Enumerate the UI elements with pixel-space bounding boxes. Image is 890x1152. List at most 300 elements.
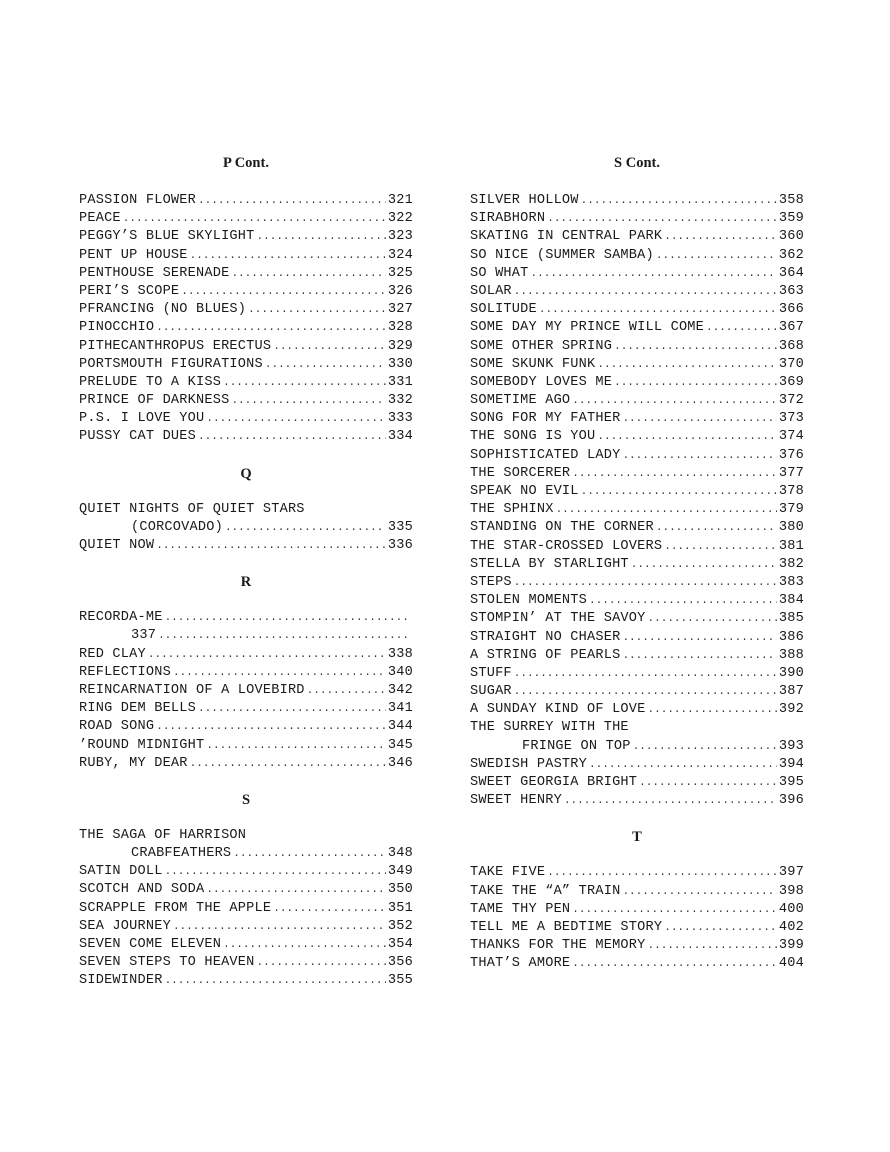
dot-leader [248,301,386,319]
section-heading-s: S [241,791,251,808]
entry-title: PINOCCHIO [79,320,155,336]
entry-title: THE SONG IS YOU [470,429,596,445]
dot-leader [572,465,777,483]
index-entry[interactable] [470,792,804,810]
entry-page-number: 348 [387,846,413,862]
index-entry[interactable] [470,301,804,319]
entry-title: PEGGY’S BLUE SKYLIGHT [79,229,255,245]
dot-leader [547,210,777,228]
entry-title: PFRANCING (NO BLUES) [79,302,247,318]
dot-leader [156,319,386,337]
index-entry[interactable] [470,247,804,265]
entry-page-number: 325 [387,265,413,281]
dot-leader [165,609,407,627]
index-entry[interactable] [470,647,804,665]
dot-leader [257,954,386,972]
entry-page-number: 328 [387,320,413,336]
entry-page-number: 359 [778,211,804,227]
dot-leader [631,556,777,574]
index-entry[interactable] [79,428,413,446]
dot-leader [225,519,386,537]
entry-title: A SUNDAY KIND OF LOVE [470,702,646,718]
entry-title: THE SAGA OF HARRISON [79,827,247,843]
entry-page-number: 354 [387,937,413,952]
entry-page-number: 373 [778,411,804,427]
dot-leader [173,664,386,682]
entry-title: ’ROUND MIDNIGHT [79,737,205,753]
dot-leader [514,683,777,701]
dot-leader [656,247,777,265]
entry-page-number: 346 [387,755,413,771]
index-entry[interactable] [470,319,804,337]
entry-page-number: 345 [387,737,413,753]
entry-title: QUIET NOW [79,538,155,553]
index-entry[interactable] [79,392,413,410]
dot-leader [581,192,777,210]
entry-page-number: 355 [387,973,413,989]
index-entry[interactable] [470,665,804,683]
index-entry[interactable] [79,972,413,990]
entry-page-number: 336 [387,538,413,553]
entry-page-number: 379 [778,502,804,518]
left-column [79,154,413,991]
dot-leader [223,374,386,392]
dot-leader [198,192,386,210]
entry-page-number: 331 [387,374,413,390]
entry-page-number: 330 [387,356,413,372]
dot-leader [233,845,386,863]
entry-title: PRELUDE TO A KISS [79,374,222,390]
entry-page-number: 394 [778,756,804,772]
entry-page-number: 374 [778,429,804,445]
entry-title: SEVEN STEPS TO HEAVEN [79,955,255,971]
entry-page-number: 376 [778,447,804,463]
entry-title: REINCARNATION OF A LOVEBIRD [79,682,305,698]
dot-leader [564,792,777,810]
section-s-entries [79,827,413,991]
entry-page-number: 327 [387,302,413,318]
entry-title: STELLA BY STARLIGHT [470,556,629,572]
entry-page-number: 404 [778,956,804,972]
dot-leader [547,864,777,882]
index-entry[interactable] [470,919,804,937]
dot-leader [265,356,386,374]
index-entry[interactable] [470,937,804,955]
index-entry[interactable] [79,827,413,845]
entry-title: P.S. I LOVE YOU [79,411,205,427]
entry-page-number: 350 [387,882,413,898]
dot-leader [514,283,777,301]
entry-title: TAKE FIVE [470,865,546,881]
entry-title: THE SURREY WITH THE [470,720,629,736]
index-entry[interactable] [470,283,804,301]
entry-page-number: 393 [778,738,804,754]
index-entry[interactable] [470,338,804,356]
index-entry[interactable] [470,556,804,574]
entry-title-continuation: (CORCOVADO) [131,519,223,535]
entry-page-number: 340 [387,664,413,680]
dot-leader [156,718,386,736]
section-heading-s-cont: S Cont. [614,155,660,171]
entry-page-number: 369 [778,374,804,390]
index-entry[interactable] [79,863,413,881]
entry-page-number: 367 [778,320,804,336]
dot-leader [622,629,776,647]
dot-leader [273,338,386,356]
entry-page-number: 322 [387,211,413,227]
entry-title: SUGAR [470,684,512,700]
entry-page-number: 335 [387,519,413,535]
entry-page-number: 341 [387,701,413,717]
dot-leader [589,756,777,774]
index-entry[interactable] [470,265,804,283]
entry-title-continuation: FRINGE ON TOP [522,738,631,754]
entry-page-number: 399 [778,938,804,954]
dot-leader [173,918,386,936]
index-entry[interactable] [79,718,413,736]
dot-leader [572,955,777,973]
dot-leader [231,392,385,410]
entry-title: SIDEWINDER [79,973,163,989]
entry-page-number: 356 [387,955,413,971]
entry-title: PITHECANTHROPUS ERECTUS [79,338,272,354]
entry-title: RED CLAY [79,646,146,662]
entry-page-number: 349 [387,864,413,880]
entry-page-number: 402 [778,919,804,935]
entry-title: STRAIGHT NO CHASER [470,629,621,645]
entry-page-number: 388 [778,647,804,663]
index-entry[interactable] [470,410,804,428]
index-entry[interactable] [470,356,804,374]
entry-title: SOME SKUNK FUNK [470,356,596,372]
entry-page-number: 351 [387,900,413,916]
entry-page-number: 397 [778,865,804,881]
entry-title: SO NICE (SUMMER SAMBA) [470,247,654,263]
index-entry[interactable] [470,610,804,628]
entry-title: STANDING ON THE CORNER [470,520,654,536]
entry-title: SOLAR [470,283,512,299]
index-entry[interactable] [470,629,804,647]
index-entry-continuation[interactable] [79,519,413,537]
dot-leader [190,755,386,773]
entry-title: TAKE THE “A” TRAIN [470,883,621,899]
entry-page-number: 329 [387,338,413,354]
entry-page-number: 392 [778,702,804,718]
index-entry[interactable] [470,447,804,465]
entry-page-number: 363 [778,283,804,299]
entry-title: PORTSMOUTH FIGURATIONS [79,356,263,372]
index-entry[interactable] [79,682,413,700]
index-entry[interactable] [470,501,804,519]
entry-title: PASSION FLOWER [79,193,197,208]
index-entry[interactable] [470,683,804,701]
dot-leader [165,863,386,881]
dot-leader [190,247,386,265]
dot-leader [531,265,777,283]
dot-leader [639,774,777,792]
entry-page-number: 386 [778,629,804,645]
dot-leader [148,646,386,664]
entry-page-number: 326 [387,283,413,299]
entry-title: THE STAR-CROSSED LOVERS [470,538,663,554]
entry-title: SCOTCH AND SODA [79,882,205,898]
dot-leader [656,519,777,537]
entry-page-number: 333 [387,411,413,427]
dot-leader [231,265,385,283]
entry-title: STOLEN MOMENTS [470,593,588,609]
index-entry[interactable] [470,574,804,592]
dot-leader [648,701,777,719]
entry-title: SKATING IN CENTRAL PARK [470,229,663,245]
entry-page-number: 395 [778,775,804,790]
dot-leader [206,410,386,428]
dot-leader [198,428,386,446]
index-entry[interactable] [79,228,413,246]
entry-page-number: 378 [778,484,804,499]
entry-page-number: 398 [778,883,804,899]
dot-leader [664,228,777,246]
entry-page-number: 362 [778,247,804,263]
dot-leader [181,283,386,301]
index-entry[interactable] [470,864,804,882]
entry-page-number: 342 [387,682,413,698]
dot-leader [614,374,777,392]
index-entry[interactable] [79,265,413,283]
entry-title: PRINCE OF DARKNESS [79,393,230,409]
entry-title-continuation: CRABFEATHERS [131,846,232,862]
section-r-entries [79,609,413,773]
index-entry[interactable] [79,700,413,718]
index-entry[interactable] [79,664,413,682]
entry-page-number: 390 [778,665,804,681]
entry-page-number: 387 [778,684,804,700]
dot-leader [514,574,777,592]
index-entry[interactable] [79,374,413,392]
entry-title: SATIN DOLL [79,864,163,880]
index-entry-continuation[interactable] [79,627,413,645]
dot-leader [257,228,386,246]
dot-leader [273,900,386,918]
entry-title: SONG FOR MY FATHER [470,411,621,427]
index-entry[interactable] [79,501,413,519]
entry-title: THANKS FOR THE MEMORY [470,938,646,954]
entry-title: PUSSY CAT DUES [79,429,197,445]
entry-title: SEVEN COME ELEVEN [79,937,222,952]
entry-title: THE SPHINX [470,502,554,518]
entry-title: THAT’S AMORE [470,956,571,972]
dot-leader [614,338,777,356]
index-entry[interactable] [79,319,413,337]
index-entry[interactable] [79,900,413,918]
right-column [470,154,804,974]
entry-title: SOMEBODY LOVES ME [470,374,613,390]
dot-leader [581,483,777,501]
entry-title: TAME THY PEN [470,901,571,917]
entry-title: TELL ME A BEDTIME STORY [470,919,663,935]
section-heading-r: R [240,574,252,591]
entry-title: SWEET HENRY [470,793,562,809]
section-p-entries [79,192,413,447]
entry-page-number: 396 [778,793,804,809]
index-entry[interactable] [79,881,413,899]
entry-page-number: 358 [778,193,804,208]
index-entry[interactable] [470,756,804,774]
index-entry[interactable] [79,609,413,627]
index-entry[interactable] [79,936,413,954]
index-entry[interactable] [79,954,413,972]
index-entry[interactable] [79,283,413,301]
dot-leader [198,700,386,718]
dot-leader [206,737,386,755]
entry-title: SOPHISTICATED LADY [470,447,621,463]
entry-title: SILVER HOLLOW [470,193,579,208]
index-entry[interactable] [470,719,804,737]
entry-page-number: 368 [778,338,804,354]
entry-page-number: 366 [778,302,804,318]
dot-leader [622,410,776,428]
section-heading-q: Q [240,465,252,482]
index-entry[interactable] [470,701,804,719]
entry-page-number: 370 [778,356,804,372]
entry-page-number: 385 [778,611,804,627]
entry-title: SOME OTHER SPRING [470,338,613,354]
dot-leader [633,738,777,756]
index-entry[interactable] [470,228,804,246]
dot-leader [223,936,386,954]
index-entry[interactable] [470,519,804,537]
entry-title: ROAD SONG [79,719,155,735]
entry-title: SO WHAT [470,265,529,281]
section-t-entries [470,864,804,973]
entry-page-number: 332 [387,393,413,409]
entry-title: SWEET GEORGIA BRIGHT [470,775,638,790]
entry-page-number: 384 [778,593,804,609]
entry-title: RECORDA-ME [79,610,163,626]
index-entry[interactable] [470,192,804,210]
entry-page-number: 344 [387,719,413,735]
entry-title: SCRAPPLE FROM THE APPLE [79,900,272,916]
entry-page-number: 377 [778,465,804,481]
index-entry[interactable] [79,338,413,356]
dot-leader [539,301,777,319]
index-entry[interactable] [470,955,804,973]
dot-leader [307,682,386,700]
dot-leader [648,610,777,628]
dot-leader [706,319,777,337]
entry-page-number: 380 [778,520,804,536]
entry-page-number: 338 [387,646,413,662]
entry-page-number: 334 [387,429,413,445]
entry-page-number: 323 [387,229,413,245]
dot-leader [158,627,407,645]
entry-title: RING DEM BELLS [79,701,197,717]
index-entry[interactable] [470,210,804,228]
index-entry[interactable] [79,210,413,228]
dot-leader [648,937,777,955]
index-entry[interactable] [79,301,413,319]
entry-page-number: 337 [131,628,157,644]
entry-page-number: 364 [778,265,804,281]
entry-page-number: 383 [778,574,804,590]
entry-title: PENT UP HOUSE [79,247,188,263]
entry-page-number: 324 [387,247,413,263]
entry-page-number: 352 [387,918,413,934]
entry-title: SEA JOURNEY [79,918,171,934]
dot-leader [589,592,777,610]
entry-title: SIRABHORN [470,211,546,227]
dot-leader [165,972,386,990]
section-heading-p-cont: P Cont. [223,155,269,171]
entry-title: PENTHOUSE SERENADE [79,265,230,281]
index-entry-continuation[interactable] [470,738,804,756]
dot-leader [622,647,776,665]
entry-title: SOMETIME AGO [470,393,571,409]
index-entry[interactable] [470,483,804,501]
entry-page-number: 372 [778,393,804,409]
dot-leader [597,428,777,446]
dot-leader [556,501,777,519]
entry-page-number: 360 [778,229,804,245]
entry-title: STUFF [470,665,512,681]
index-entry[interactable] [79,192,413,210]
index-entry[interactable] [470,465,804,483]
entry-page-number: 382 [778,556,804,572]
entry-title: SPEAK NO EVIL [470,484,579,499]
index-entry[interactable] [470,883,804,901]
index-entry[interactable] [470,901,804,919]
section-q-entries [79,501,413,556]
entry-title: STEPS [470,574,512,590]
dot-leader [664,538,777,556]
index-entry[interactable] [470,538,804,556]
index-entry[interactable] [79,247,413,265]
entry-title: RUBY, MY DEAR [79,755,188,771]
dot-leader [622,447,776,465]
index-entry[interactable] [470,374,804,392]
index-entry-continuation[interactable] [79,845,413,863]
entry-title: SOME DAY MY PRINCE WILL COME [470,320,705,336]
section-s-cont-entries [470,192,804,810]
index-entry[interactable] [79,410,413,428]
index-entry[interactable] [79,918,413,936]
dot-leader [597,356,777,374]
index-entry[interactable] [470,592,804,610]
dot-leader [572,392,777,410]
index-entry[interactable] [470,428,804,446]
dot-leader [622,883,776,901]
entry-title: SOLITUDE [470,302,537,318]
index-entry[interactable] [470,392,804,410]
index-entry[interactable] [79,755,413,773]
dot-leader [572,901,777,919]
entry-title: PEACE [79,211,121,227]
entry-title: QUIET NIGHTS OF QUIET STARS [79,501,305,517]
index-entry[interactable] [79,537,413,555]
index-entry[interactable] [79,737,413,755]
entry-page-number: 400 [778,901,804,917]
dot-leader [514,665,777,683]
entry-title: A STRING OF PEARLS [470,647,621,663]
dot-leader [156,537,386,555]
index-entry[interactable] [79,356,413,374]
index-entry[interactable] [79,646,413,664]
index-entry[interactable] [470,774,804,792]
entry-page-number: 321 [387,193,413,208]
entry-title: REFLECTIONS [79,664,171,680]
section-heading-t: T [632,829,642,846]
dot-leader [123,210,386,228]
dot-leader [664,919,777,937]
